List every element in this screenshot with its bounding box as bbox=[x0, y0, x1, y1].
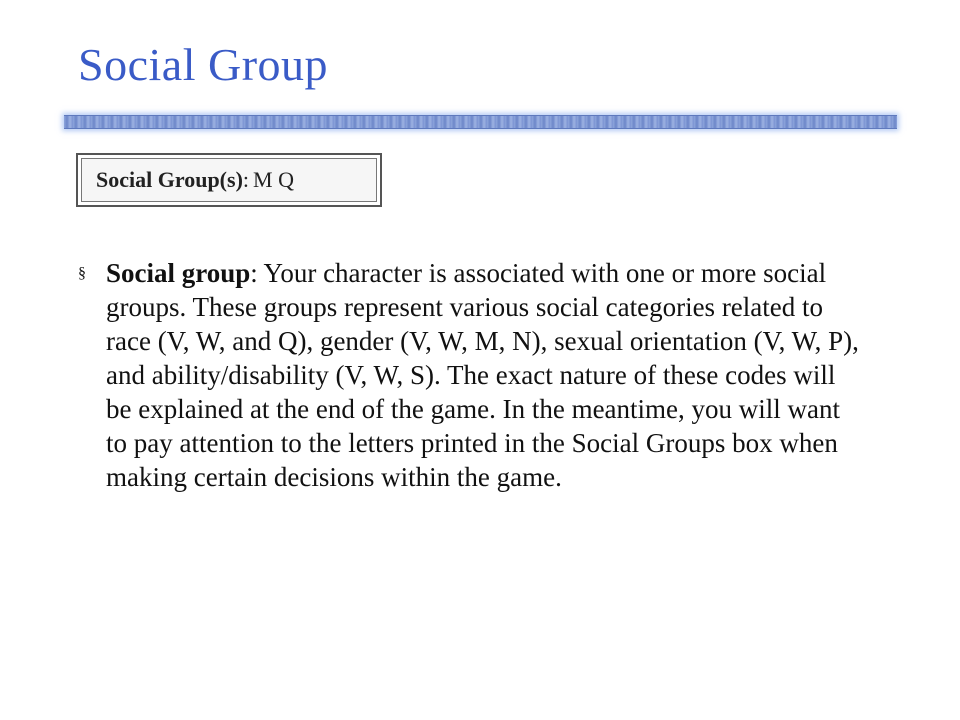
bullet-text bbox=[106, 256, 866, 494]
social-group-box bbox=[76, 153, 382, 207]
bullet-marker-icon: § bbox=[78, 265, 86, 282]
social-group-box-inner bbox=[81, 158, 377, 202]
social-group-label: Social Group(s) bbox=[96, 167, 243, 192]
bullet-item bbox=[78, 256, 878, 494]
social-group-codes: M Q bbox=[253, 167, 294, 192]
bullet-term: Social group bbox=[106, 258, 251, 288]
slide-title: Social Group bbox=[78, 39, 329, 90]
bullet-body: : Your character is associated with one or more social groups. These groups represent various social categories related to race (V, W, and Q), gender (V, W, M, N), sexual orientation (V, W, P), and ability/disability (V, W, S). The exact nature of these codes will be explained at the end of the game. In the meantime, you will want to pay attention to the letters printed in the Social Groups box when making certain decisions within the game. bbox=[106, 258, 859, 492]
social-group-separator: : bbox=[242, 167, 250, 192]
title-divider bbox=[64, 115, 897, 129]
